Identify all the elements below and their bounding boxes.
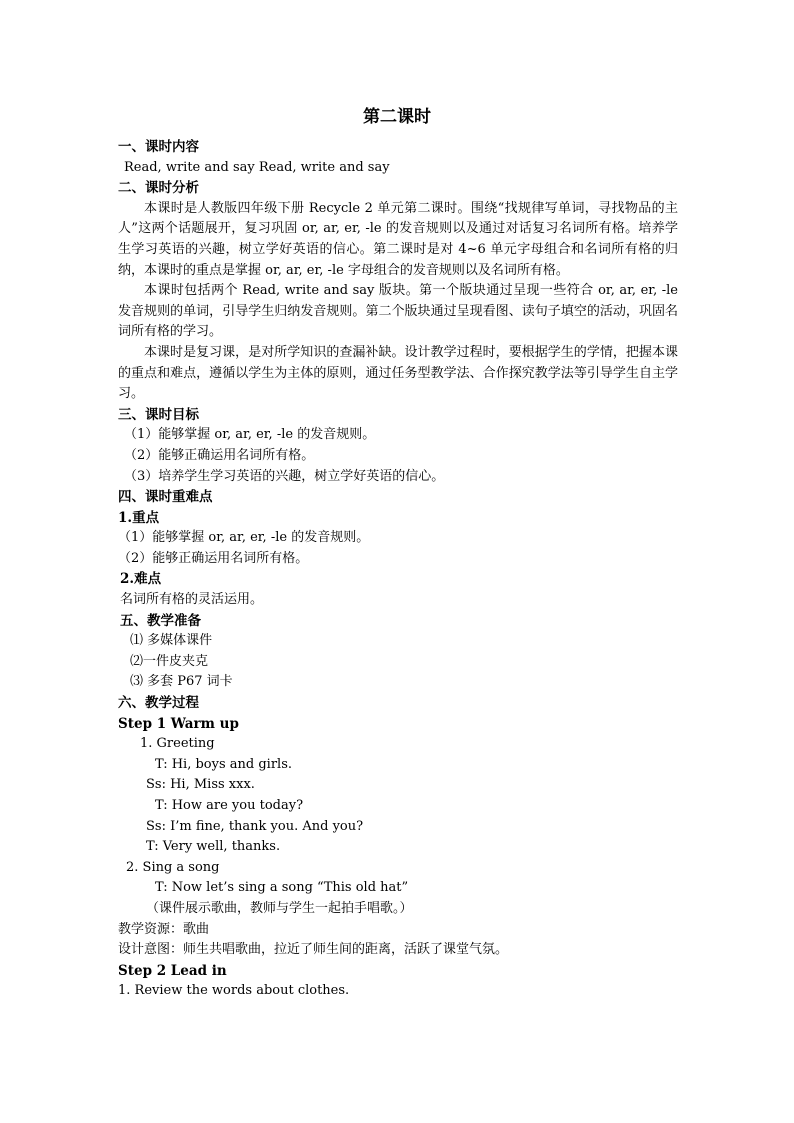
analysis-paragraph-2: 本课时包括两个 Read, write and say 版块。第一个版块通过呈现一些符合 or, ar, er, -le 发音规则的单词，引导学生归纳发音规则。第二个版块通过呈现看图、读句子填空的活动，巩固名词所有格的学习。 [118, 283, 678, 340]
song-label: 2. Sing a song [126, 859, 220, 875]
section-heading-content: 一、课时内容 [118, 139, 199, 155]
section-heading-process: 六、教学过程 [118, 695, 199, 712]
objective-item: （1）能够掌握 or, ar, er, -le 的发音规则。 [124, 427, 376, 443]
section-heading-preparation: 五、教学准备 [120, 612, 201, 629]
objective-item: （2）能够正确运用名词所有格。 [124, 447, 315, 463]
key-point-item: （2）能够正确运用名词所有格。 [118, 550, 309, 566]
analysis-paragraph-1: 本课时是人教版四年级下册 Recycle 2 单元第二课时。围绕“找规律写单词，寻找物品的主人”这两个话题展开，复习巩固 or, ar, er, -le 的发音规则以及通过对话复习名词所有格。培养学生学习英语的兴趣，树立学好英语的信心。第二课时是对 4~6 单元字母组合和名词所有格的归纳，本课时的重点是掌握 or, ar, er, -le 字母组合的发音规则以及名词所有格。 [118, 200, 678, 278]
dialogue-line: Ss: Hi, Miss xxx. [146, 777, 255, 793]
teaching-resource: 教学资源：歌曲 [118, 921, 210, 937]
dialogue-line: Ss: I’m fine, thank you. And you? [146, 818, 364, 834]
objective-item: （3）培养学生学习英语的兴趣，树立学好英语的信心。 [124, 468, 445, 484]
step-1-heading: Step 1 Warm up [118, 715, 239, 732]
preparation-item: ⑶ 多套 P67 词卡 [130, 674, 233, 690]
difficulty-text: 名词所有格的灵活运用。 [120, 592, 264, 608]
section-heading-key-points: 四、课时重难点 [118, 489, 213, 506]
key-point-item: （1）能够掌握 or, ar, er, -le 的发音规则。 [118, 530, 370, 546]
design-intent: 设计意图：师生共唱歌曲，拉近了师生间的距离，活跃了课堂气氛。 [118, 942, 509, 958]
preparation-item: ⑴ 多媒体课件 [130, 633, 213, 649]
section-heading-objectives: 三、课时目标 [118, 406, 199, 423]
review-item: 1. Review the words about clothes. [118, 983, 350, 999]
page-title: 第二课时 [363, 107, 431, 127]
dialogue-line: T: Very well, thanks. [146, 839, 281, 855]
dialogue-line: T: Now let’s sing a song “This old hat” [155, 880, 409, 896]
dialogue-line: T: Hi, boys and girls. [155, 756, 293, 772]
section-heading-analysis: 二、课时分析 [118, 180, 199, 197]
content-text: Read, write and say Read, write and say [124, 159, 390, 175]
analysis-paragraph-3: 本课时是复习课，是对所学知识的查漏补缺。设计教学过程时，要根据学生的学情，把握本课的重点和难点，遵循以学生为主体的原则，通过任务型教学法、合作探究教学法等引导学生自主学习。 [118, 344, 678, 402]
dialogue-line: T: How are you today? [155, 798, 304, 813]
document-body [118, 137, 678, 1002]
difficulty-heading: 2.难点 [120, 571, 162, 588]
preparation-item: ⑵一件皮夹克 [130, 653, 209, 669]
greeting-label: 1. Greeting [140, 736, 215, 752]
step-2-heading: Step 2 Lead in [118, 962, 227, 979]
activity-note: （课件展示歌曲，教师与学生一起拍手唱歌。） [146, 900, 413, 916]
key-points-heading: 1.重点 [118, 509, 160, 526]
